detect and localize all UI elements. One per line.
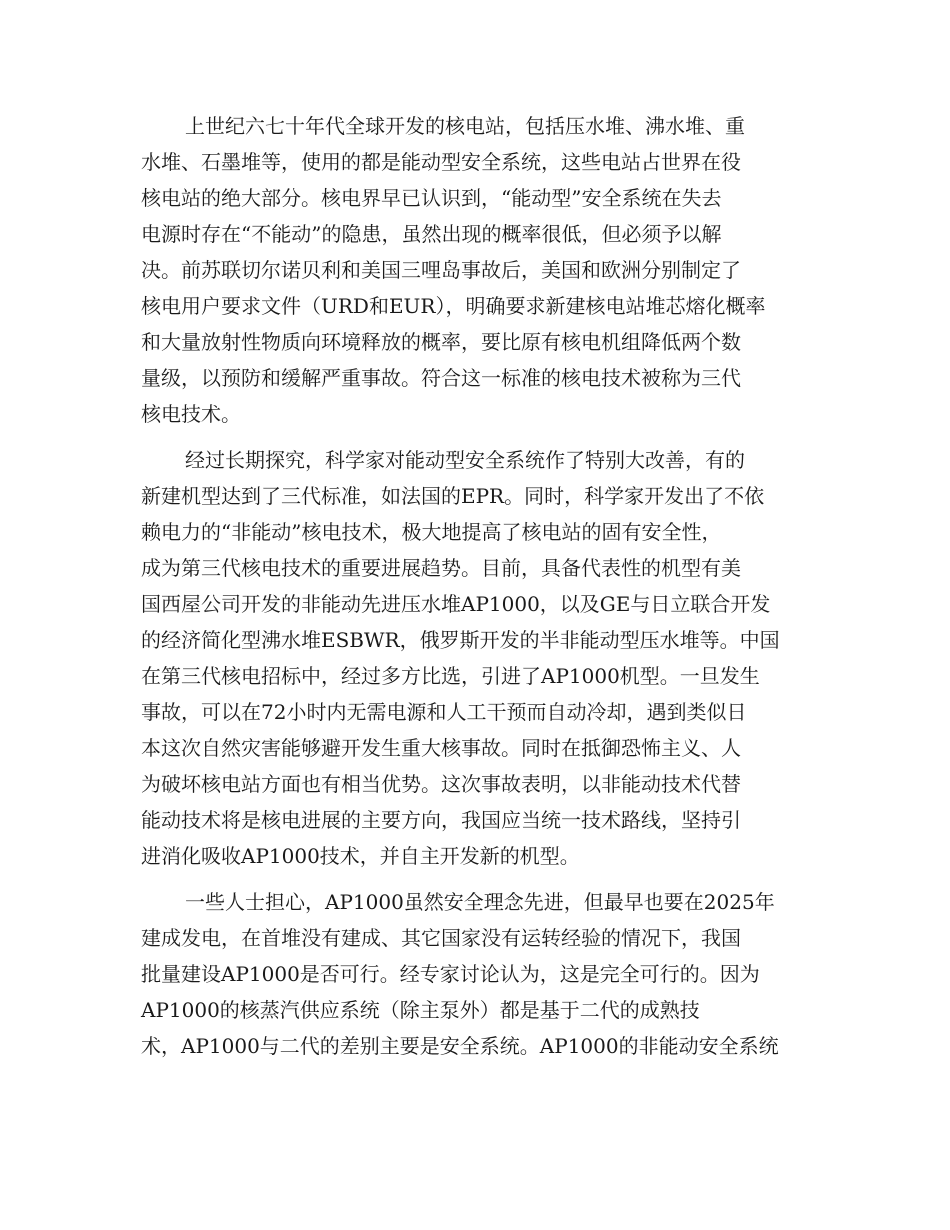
text-line: 核电站的绝大部分。核电界早已认识到，“能动型”安全系统在失去 <box>141 186 722 210</box>
text-line: AP1000的核蒸汽供应系统（除主泵外）都是基于二代的成熟技 <box>141 998 700 1022</box>
text-line: 赖电力的“非能动”核电技术，极大地提高了核电站的固有安全性， <box>141 520 722 544</box>
text-line: 水堆、石墨堆等，使用的都是能动型安全系统，这些电站占世界在役 <box>141 150 741 174</box>
paragraph-1 <box>141 108 811 432</box>
document-body <box>141 108 811 1074</box>
text-line: 经过长期探究，科学家对能动型安全系统作了特别大改善，有的 <box>185 448 745 472</box>
text-line: 的经济简化型沸水堆ESBWR，俄罗斯开发的半非能动型压水堆等。中国 <box>141 628 780 652</box>
paragraph-2 <box>141 442 811 874</box>
text-line: 上世纪六七十年代全球开发的核电站，包括压水堆、沸水堆、重 <box>185 114 745 138</box>
text-line: 本这次自然灾害能够避开发生重大核事故。同时在抵御恐怖主义、人 <box>141 736 741 760</box>
text-line: 和大量放射性物质向环境释放的概率，要比原有核电机组降低两个数 <box>141 330 741 354</box>
text-line: 一些人士担心，AP1000虽然安全理念先进，但最早也要在2025年 <box>185 890 775 914</box>
text-line: 成为第三代核电技术的重要进展趋势。目前，具备代表性的机型有美 <box>141 556 741 580</box>
text-line: 建成发电，在首堆没有建成、其它国家没有运转经验的情况下，我国 <box>141 926 741 950</box>
text-line: 量级，以预防和缓解严重事故。符合这一标准的核电技术被称为三代 <box>141 366 741 390</box>
paragraph-3 <box>141 884 811 1064</box>
text-line: 批量建设AP1000是否可行。经专家讨论认为，这是完全可行的。因为 <box>141 962 760 986</box>
text-line: 进消化吸收AP1000技术，并自主开发新的机型。 <box>141 844 580 868</box>
text-line: 事故，可以在72小时内无需电源和人工干预而自动冷却，遇到类似日 <box>141 700 747 724</box>
text-line: 电源时存在“不能动”的隐患，虽然出现的概率很低，但必须予以解 <box>141 222 722 246</box>
text-line: 为破坏核电站方面也有相当优势。这次事故表明，以非能动技术代替 <box>141 772 741 796</box>
text-line: 决。前苏联切尔诺贝利和美国三哩岛事故后，美国和欧洲分别制定了 <box>141 258 741 282</box>
text-line: 核电用户要求文件（URD和EUR），明确要求新建核电站堆芯熔化概率 <box>141 294 766 318</box>
text-line: 能动技术将是核电进展的主要方向，我国应当统一技术路线，坚持引 <box>141 808 741 832</box>
text-line: 术，AP1000与二代的差别主要是安全系统。AP1000的非能动安全系统 <box>141 1034 779 1058</box>
text-line: 新建机型达到了三代标准，如法国的EPR。同时，科学家开发出了不依 <box>141 484 765 508</box>
text-line: 国西屋公司开发的非能动先进压水堆AP1000，以及GE与日立联合开发 <box>141 592 771 616</box>
text-line: 核电技术。 <box>141 402 241 426</box>
text-line: 在第三代核电招标中，经过多方比选，引进了AP1000机型。一旦发生 <box>141 664 760 688</box>
